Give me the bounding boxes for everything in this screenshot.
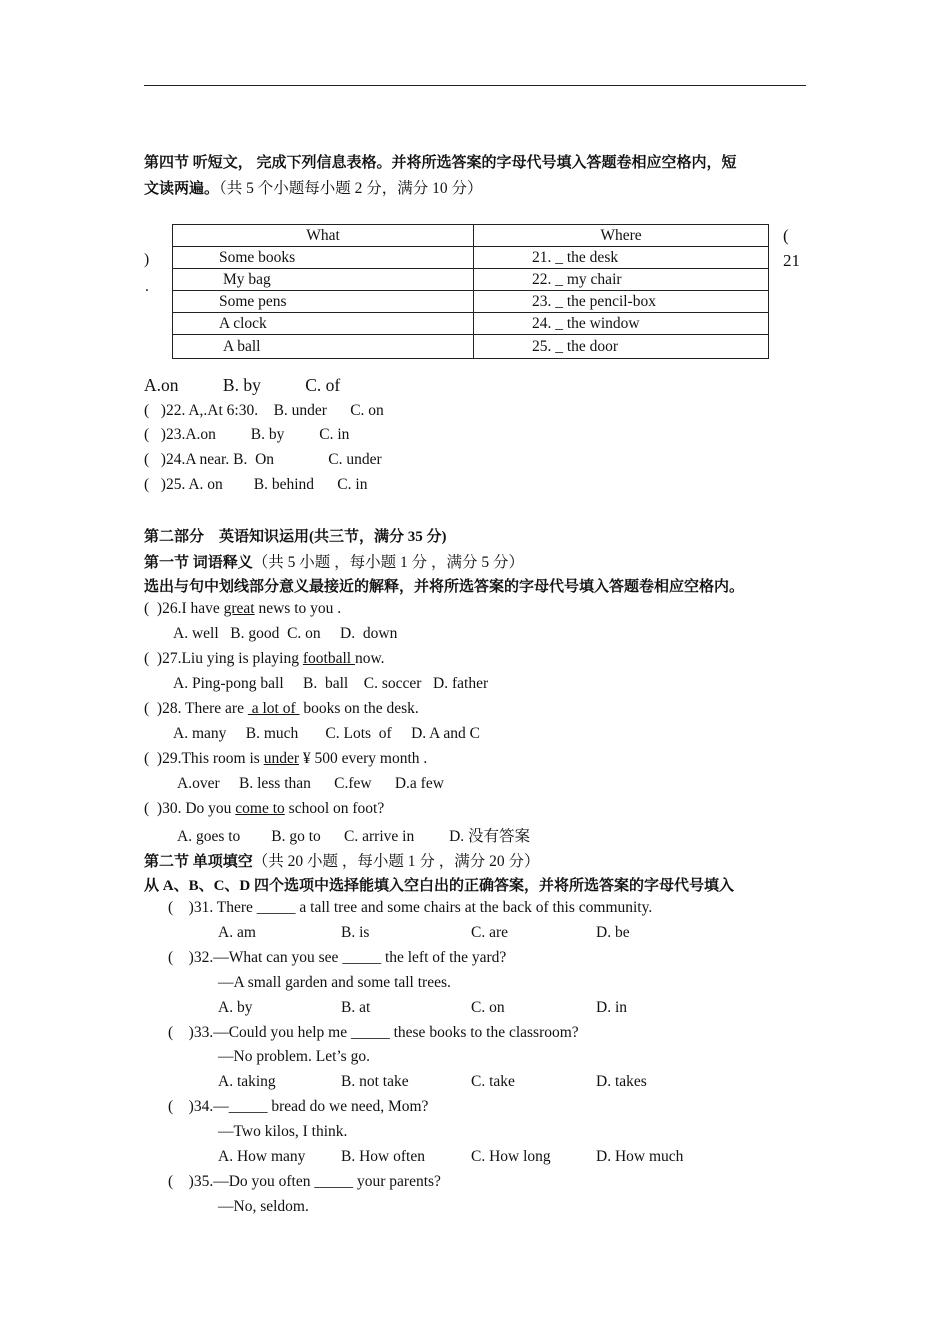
q28: ( )28. There are a lot of books on the desk.	[144, 700, 419, 717]
right-num: 21	[783, 251, 800, 270]
q27: ( )27.Liu ying is playing football now.	[144, 650, 385, 667]
q29-options: A.over B. less than C.few D.a few	[177, 775, 444, 792]
s2-instructions: 从 A、B、C、D 四个选项中选择能填入空白出的正确答案，并将所选答案的字母代号填入	[144, 878, 735, 894]
q34-option-c: C. How long	[471, 1148, 551, 1165]
s1-instructions: 选出与句中划线部分意义最接近的解释，并将所选答案的字母代号填入答题卷相应空格内。	[144, 579, 745, 595]
q34-reply: —Two kilos, I think.	[218, 1123, 348, 1140]
table-row	[173, 335, 769, 359]
s2-title: 第二节 单项填空	[144, 854, 253, 870]
q32-stem: ( )32.—What can you see _____ the left of the yard?	[168, 949, 507, 966]
section4-title-cont: 文读两遍。（共 5 个小题每小题 2 分，满分 10 分）	[144, 180, 483, 197]
s2-title-line	[144, 849, 540, 871]
q21-option-b: B. by	[222, 375, 261, 395]
q33-option-b: B. not take	[341, 1073, 409, 1090]
q30-underlined: come to	[235, 800, 285, 817]
cell-what: A clock	[173, 313, 474, 335]
cell-what: Some pens	[173, 291, 474, 313]
q32-option-c: C. on	[471, 999, 505, 1016]
q34-option-d: D. How much	[596, 1148, 684, 1165]
q32-reply: —A small garden and some tall trees.	[218, 974, 451, 991]
q26: ( )26.I have great news to you .	[144, 600, 342, 617]
left-dot: .	[145, 278, 149, 295]
part2-title: 第二部分 英语知识运用(共三节，满分 35 分)	[144, 529, 447, 545]
q28-underlined: a lot of	[247, 700, 300, 717]
cell-what: My bag	[173, 269, 474, 291]
q31-option-b: B. is	[341, 924, 370, 941]
q27-underlined: football	[302, 650, 355, 667]
q29-underlined: under	[263, 750, 299, 767]
table-header-row	[173, 225, 769, 247]
q29: ( )29.This room is under ¥ 500 every month .	[144, 750, 428, 767]
table-row	[173, 291, 769, 313]
q34-option-a: A. How many	[218, 1148, 306, 1165]
cell-what: Some books	[173, 247, 474, 269]
s1-title: 第一节 词语释义	[144, 555, 253, 571]
q33-option-c: C. take	[471, 1073, 515, 1090]
header-rule	[144, 85, 806, 86]
q21-option-a: A.on	[144, 375, 179, 395]
s2-note: （共 20 小题 ，每小题 1 分 ，满分 20 分）	[252, 853, 540, 870]
section4-note: （共 5 个小题每小题 2 分，满分 10 分）	[219, 180, 483, 197]
s1-note: （共 5 小题 ，每小题 1 分 ，满分 5 分）	[252, 554, 525, 571]
q32-option-d: D. in	[596, 999, 627, 1016]
q33-option-d: D. takes	[596, 1073, 647, 1090]
q21-option-c: C. of	[305, 375, 341, 395]
q33-option-a: A. taking	[218, 1073, 276, 1090]
cell-where: 24. _ the window	[474, 313, 769, 335]
section4-title: 第四节 听短文， 完成下列信息表格。并将所选答案的字母代号填入答题卷相应空格内，短	[144, 155, 737, 171]
q31-option-a: A. am	[218, 924, 256, 941]
q31-option-d: D. be	[596, 924, 630, 941]
q34-option-b: B. How often	[341, 1148, 425, 1165]
q27-options: A. Ping-pong ball B. ball C. soccer D. father	[173, 675, 489, 692]
table-row	[173, 247, 769, 269]
q26-options: A. well B. good C. on D. down	[173, 625, 398, 642]
q26-underlined: great	[223, 600, 255, 617]
cell-where: 25. _ the door	[474, 335, 769, 359]
q32-option-b: B. at	[341, 999, 371, 1016]
table-row	[173, 313, 769, 335]
q32-option-a: A. by	[218, 999, 253, 1016]
left-paren: )	[144, 251, 150, 268]
q24: ( )24.A near. B. On C. under	[144, 451, 382, 468]
q23: ( )23.A.on B. by C. in	[144, 426, 350, 443]
info-table	[172, 224, 769, 359]
header-where: Where	[474, 225, 769, 247]
q28-options: A. many B. much C. Lots of D. A and C	[173, 725, 480, 742]
q31-stem: ( )31. There _____ a tall tree and some chairs at the back of this community.	[168, 899, 653, 916]
q33-stem: ( )33.—Could you help me _____ these books to the classroom?	[168, 1024, 579, 1041]
q21-options	[144, 375, 340, 396]
q33-reply: —No problem. Let’s go.	[218, 1048, 370, 1065]
q25: ( )25. A. on B. behind C. in	[144, 476, 368, 493]
cell-where: 21. _ the desk	[474, 247, 769, 269]
q30-options: A. goes to B. go to C. arrive in D. 没有答案	[177, 828, 531, 845]
table-row	[173, 269, 769, 291]
right-paren: (	[783, 226, 789, 245]
q22: ( )22. A,.At 6:30. B. under C. on	[144, 402, 384, 419]
cell-where: 22. _ my chair	[474, 269, 769, 291]
cell-where: 23. _ the pencil-box	[474, 291, 769, 313]
q34-stem: ( )34.—_____ bread do we need, Mom?	[168, 1098, 429, 1115]
s1-title-line	[144, 550, 524, 572]
cell-what: A ball	[173, 335, 474, 359]
q30: ( )30. Do you come to school on foot?	[144, 800, 385, 817]
q35-reply: —No, seldom.	[218, 1198, 309, 1215]
q31-option-c: C. are	[471, 924, 509, 941]
header-what: What	[173, 225, 474, 247]
q35-stem: ( )35.—Do you often _____ your parents?	[168, 1173, 441, 1190]
